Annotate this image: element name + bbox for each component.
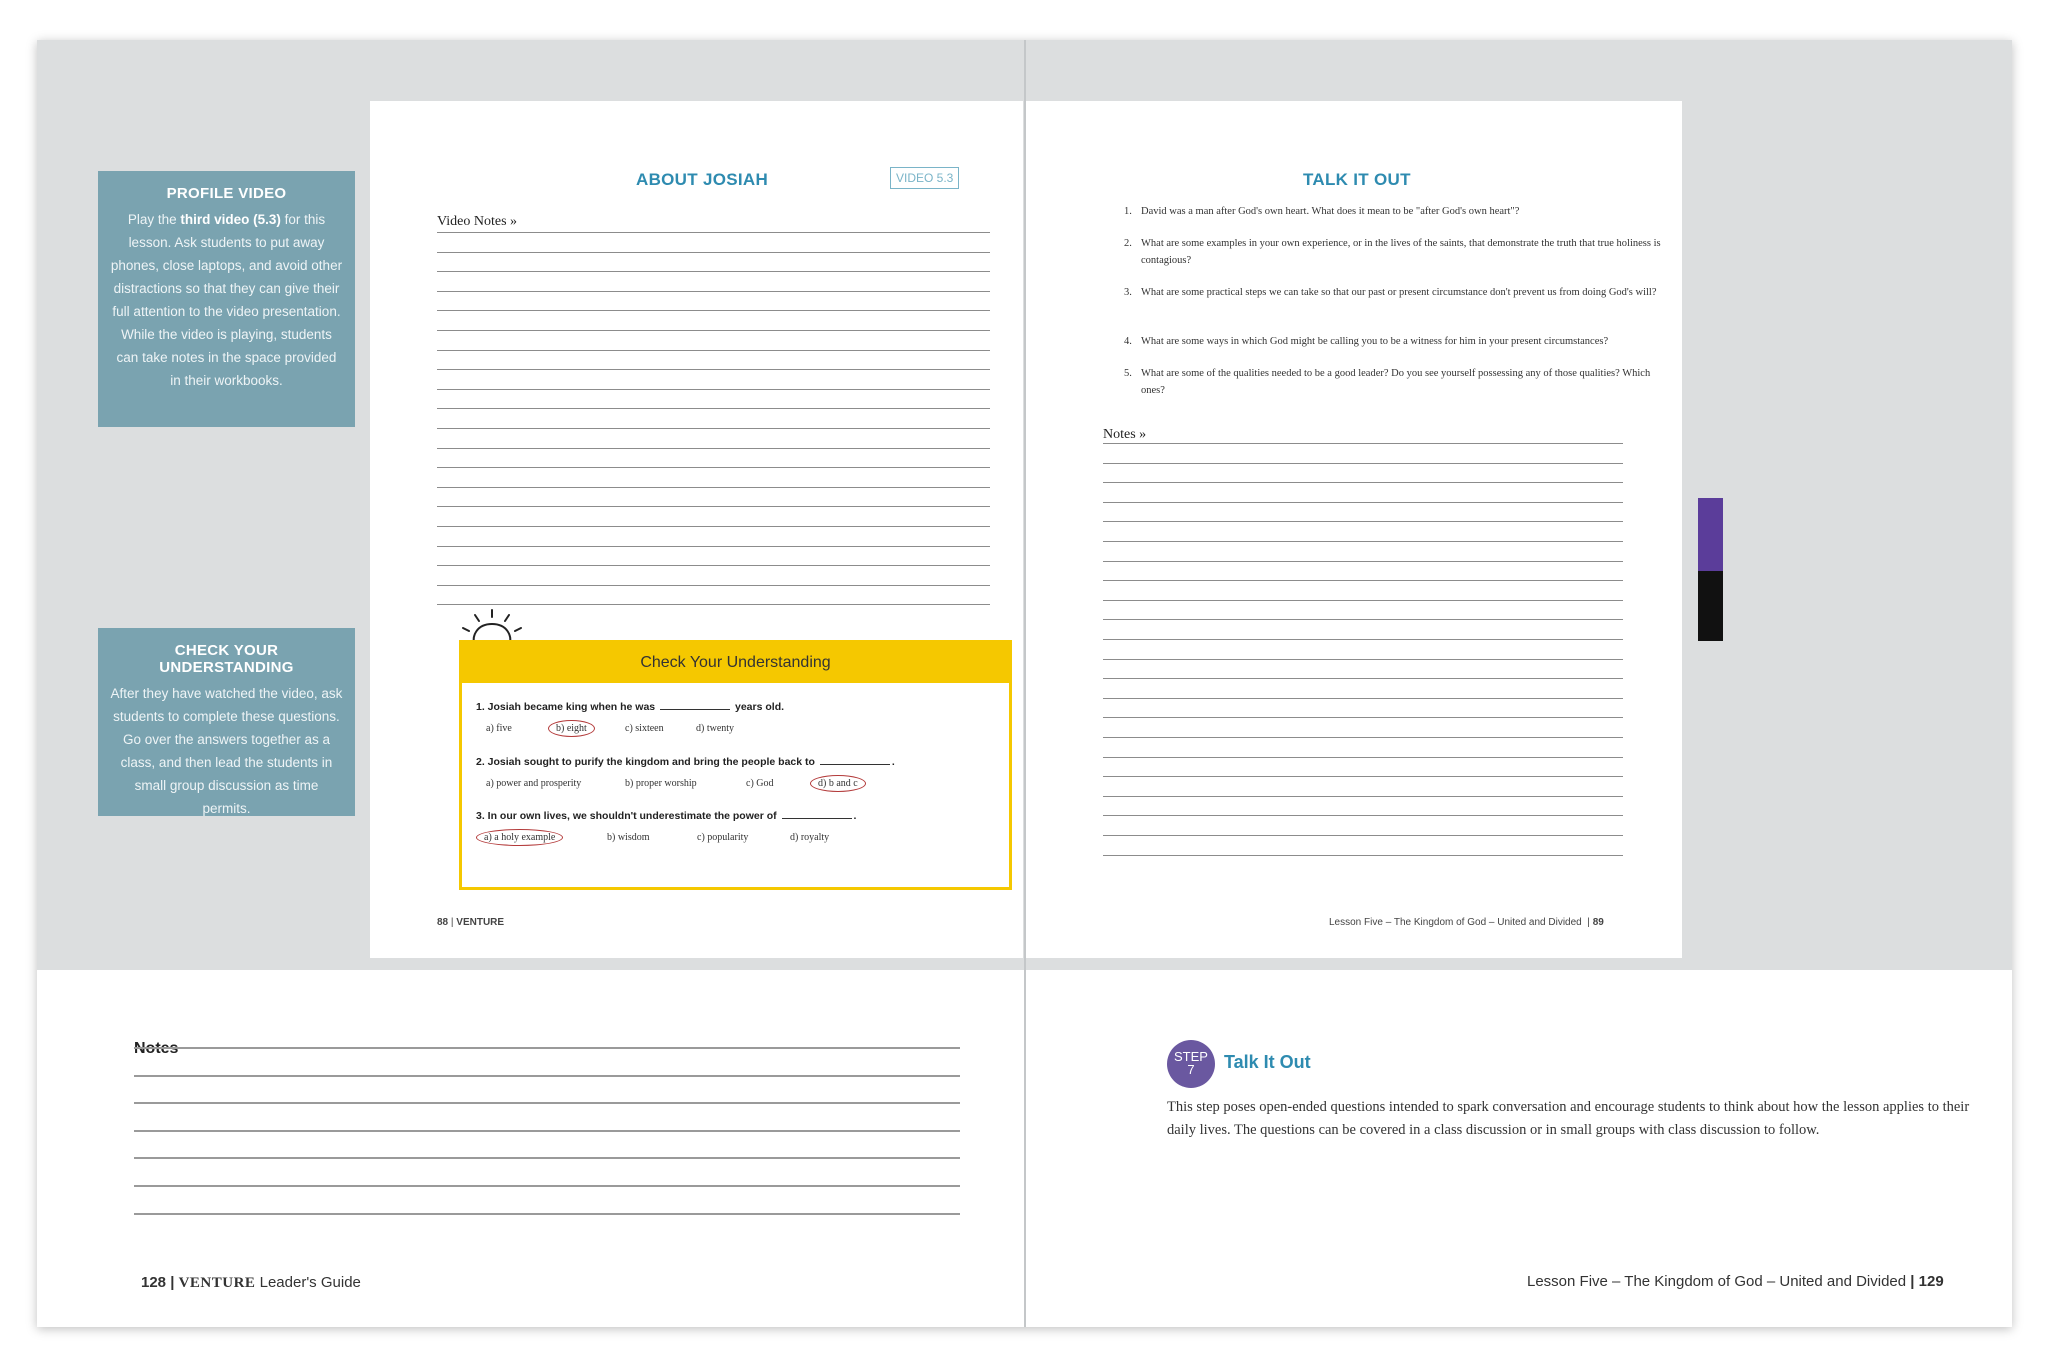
discussion-question: 2. What are some examples in your own experience, or in the lives of the saints, that demonstrate the truth that true holiness is contagious?	[1124, 238, 1661, 266]
ruled-line	[437, 389, 990, 390]
sidebar-profile-video	[98, 171, 355, 427]
ruled-line	[437, 291, 990, 292]
ruled-line	[1103, 600, 1623, 601]
step-title: Talk It Out	[1224, 1052, 1311, 1072]
quiz-option: c) God	[746, 778, 774, 789]
ruled-line	[437, 330, 990, 331]
video-badge: VIDEO 5.3	[890, 167, 959, 189]
ruled-line	[437, 408, 990, 409]
book-spread	[37, 40, 2012, 1327]
ruled-line	[1103, 482, 1623, 483]
ruled-line	[1103, 659, 1623, 660]
check-understanding-heading: Check Your Understanding	[462, 643, 1009, 683]
sidebar-check-title: CHECK YOUR UNDERSTANDING	[159, 642, 294, 676]
ruled-line	[437, 565, 990, 566]
sidebar-check-understanding	[98, 628, 355, 816]
ruled-line	[134, 1075, 960, 1077]
ruled-line	[437, 604, 990, 605]
quiz-option: b) proper worship	[625, 778, 697, 789]
ruled-line	[437, 428, 990, 429]
quiz-question-3: 3. In our own lives, we shouldn't underestimate the power of .	[476, 810, 857, 822]
ruled-line	[1103, 580, 1623, 581]
lesson-tab-black	[1698, 571, 1723, 641]
ruled-line	[1103, 463, 1623, 464]
ruled-line	[437, 271, 990, 272]
ruled-line	[1103, 855, 1623, 856]
workbook-page-89	[1026, 101, 1682, 958]
leader-guide-footer-right: Lesson Five – The Kingdom of God – United and Divided | 129	[1527, 1273, 1944, 1290]
quiz-option: a) power and prosperity	[486, 778, 582, 789]
ruled-line	[1103, 737, 1623, 738]
ruled-line	[437, 467, 990, 468]
ruled-line	[134, 1047, 960, 1049]
ruled-line	[1103, 619, 1623, 620]
leader-guide-footer-left: 128 | VENTURE Leader's Guide	[141, 1274, 361, 1291]
leader-notes-label	[134, 1040, 178, 1058]
ruled-line	[1103, 815, 1623, 816]
ruled-line	[437, 232, 990, 233]
notes-label: Notes »	[1103, 427, 1147, 442]
ruled-line	[1103, 639, 1623, 640]
ruled-line	[437, 310, 990, 311]
ruled-line	[1103, 757, 1623, 758]
ruled-line	[437, 350, 990, 351]
ruled-line	[134, 1213, 960, 1215]
ruled-line	[134, 1130, 960, 1132]
video-notes-label: Video Notes »	[437, 214, 518, 229]
sidebar-profile-title: PROFILE VIDEO	[166, 185, 287, 202]
ruled-line	[437, 546, 990, 547]
ruled-line	[1103, 561, 1623, 562]
step-badge: STEP 7	[1167, 1040, 1215, 1088]
quiz-option: a) five	[486, 723, 512, 734]
quiz-question-2: 2. Josiah sought to purify the kingdom and bring the people back to .	[476, 756, 895, 768]
ruled-line	[134, 1102, 960, 1104]
quiz-question-1: 1. Josiah became king when he was years old.	[476, 701, 785, 713]
ruled-line	[437, 487, 990, 488]
page-title-about-josiah: ABOUT JOSIAH	[636, 170, 769, 189]
quiz-option: c) popularity	[697, 832, 749, 843]
ruled-line	[1103, 698, 1623, 699]
discussion-question: 4. What are some ways in which God might be calling you to be a witness for him in your present circumstances?	[1124, 336, 1609, 347]
ruled-line	[134, 1185, 960, 1187]
quiz-option: d) twenty	[696, 723, 735, 734]
ruled-line	[1103, 835, 1623, 836]
ruled-line	[437, 448, 990, 449]
discussion-question: 5. What are some of the qualities needed to be a good leader? Do you see yourself possessing any of those qualities? Which ones?	[1124, 368, 1651, 396]
ruled-line	[1103, 717, 1623, 718]
quiz-option: d) royalty	[790, 832, 830, 843]
ruled-line	[1103, 776, 1623, 777]
ruled-line	[1103, 541, 1623, 542]
page-title-talk-it-out: TALK IT OUT	[1303, 170, 1411, 189]
quiz-option-circled: b) eight	[548, 720, 595, 737]
discussion-question: 3. What are some practical steps we can take so that our past or present circumstance don't prevent us from doing God's will?	[1124, 287, 1657, 298]
sidebar-profile-text: Play the third video (5.3) for this lesson. Ask students to put away phones, close laptops, and avoid other distractions so that they can give their full attention to the video presentation. While the video is playing, students can take notes in the space provided in their workbooks.	[110, 212, 343, 388]
ruled-line	[1103, 796, 1623, 797]
step-description: This step poses open-ended questions intended to spark conversation and encourage students to think about how the lesson applies to their daily lives. The questions can be covered in a class discussion or in small groups with class discussion to follow.	[1167, 1099, 1970, 1138]
ruled-line	[437, 252, 990, 253]
quiz-option: c) sixteen	[625, 723, 664, 734]
page-folio-89: Lesson Five – The Kingdom of God – United and Divided | 89	[1329, 917, 1604, 928]
ruled-line	[437, 526, 990, 527]
ruled-line	[437, 585, 990, 586]
quiz-option-circled: a) a holy example	[476, 829, 563, 846]
ruled-line	[437, 506, 990, 507]
ruled-line	[1103, 521, 1623, 522]
discussion-question: 1. David was a man after God's own heart. What does it mean to be "after God's own heart"?	[1124, 206, 1520, 217]
check-understanding-box	[459, 640, 1012, 890]
sidebar-check-text: After they have watched the video, ask students to complete these questions. Go over the answers together as a class, and then lead the students in small group discussion as time permits.	[110, 686, 343, 816]
ruled-line	[1103, 678, 1623, 679]
ruled-line	[1103, 443, 1623, 444]
lesson-tab-purple	[1698, 498, 1723, 571]
ruled-line	[1103, 502, 1623, 503]
ruled-line	[134, 1157, 960, 1159]
ruled-line	[437, 369, 990, 370]
quiz-option-circled: d) b and c	[810, 775, 866, 792]
quiz-option: b) wisdom	[607, 832, 650, 843]
page-folio-88: 88 | VENTURE	[437, 917, 505, 928]
